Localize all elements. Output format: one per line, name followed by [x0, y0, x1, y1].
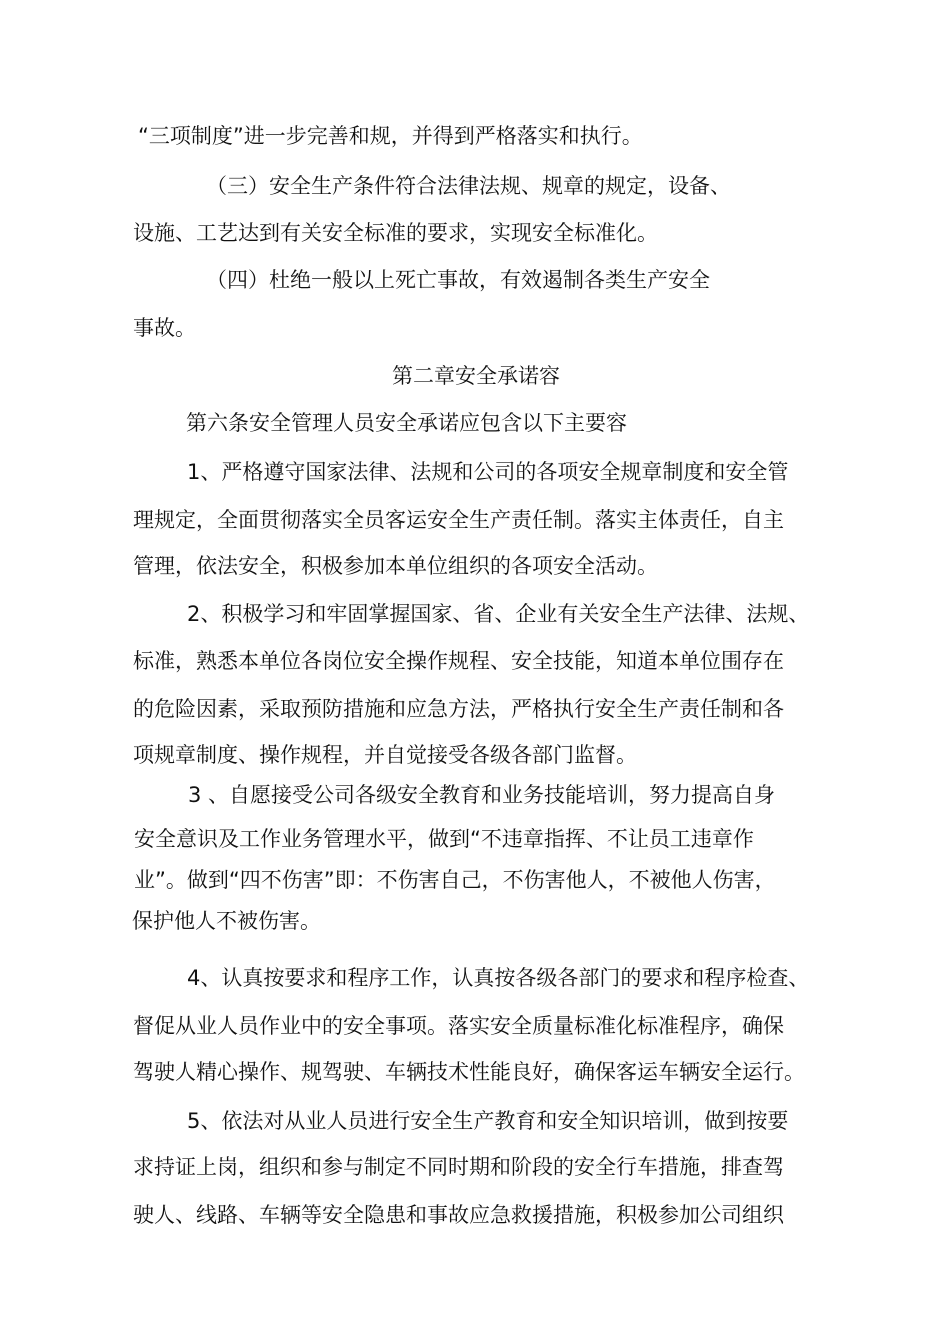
paragraph-line: 理规定，全面贯彻落实全员客运安全生产责任制。落实主体责任，自主	[133, 508, 784, 532]
paragraph-line: 督促从业人员作业中的安全事项。落实安全质量标准化标准程序，确保	[133, 1014, 784, 1038]
paragraph-line: 安全意识及工作业务管理水平，做到“不违章指挥、不让员工违章作	[134, 827, 754, 851]
paragraph-line: （四）杜绝一般以上死亡事故，有效遏制各类生产安全	[206, 268, 710, 292]
paragraph-line: 标准，熟悉本单位各岗位安全操作规程、安全技能，知道本单位围存在	[133, 649, 784, 673]
paragraph-line: 设施、工艺达到有关安全标准的要求，实现安全标准化。	[133, 221, 658, 245]
paragraph-line: 管理，依法安全，积极参加本单位组织的各项安全活动。	[133, 554, 658, 578]
paragraph-line: 项规章制度、操作规程，并自觉接受各级各部门监督。	[133, 743, 637, 767]
paragraph-line: 1、严格遵守国家法律、法规和公司的各项安全规章制度和安全管	[187, 460, 789, 484]
paragraph-line: 业”。做到“四不伤害”即：不伤害自己，不伤害他人，不被他人伤害，	[134, 868, 776, 892]
paragraph-line: 保护他人不被伤害。	[132, 909, 321, 933]
paragraph-line: 求持证上岗，组织和参与制定不同时期和阶段的安全行车措施，排查驾	[133, 1155, 784, 1179]
paragraph-line: 事故。	[133, 316, 196, 340]
paragraph-line: 的危险因素，采取预防措施和应急方法，严格执行安全生产责任制和各	[133, 697, 784, 721]
paragraph-line: “三项制度”进一步完善和规，并得到严格落实和执行。	[138, 124, 643, 148]
paragraph-line: 3 、自愿接受公司各级安全教育和业务技能培训，努力提高自身	[188, 783, 776, 807]
paragraph-line: 驾驶人精心操作、规驾驶、车辆技术性能良好，确保客运车辆安全运行。	[133, 1060, 805, 1084]
paragraph-line: 2、积极学习和牢固掌握国家、省、企业有关安全生产法律、法规、	[187, 602, 810, 626]
paragraph-line: 4、认真按要求和程序工作，认真按各级各部门的要求和程序检查、	[187, 966, 810, 990]
paragraph-line: 5、依法对从业人员进行安全生产教育和安全知识培训，做到按要	[187, 1109, 789, 1133]
chapter-heading: 第二章安全承诺容	[392, 364, 560, 388]
paragraph-line: 驶人、线路、车辆等安全隐患和事故应急救援措施，积极参加公司组织	[133, 1203, 784, 1227]
paragraph-line: （三）安全生产条件符合法律法规、规章的规定，设备、	[206, 174, 731, 198]
article-heading: 第六条安全管理人员安全承诺应包含以下主要容	[186, 411, 627, 435]
